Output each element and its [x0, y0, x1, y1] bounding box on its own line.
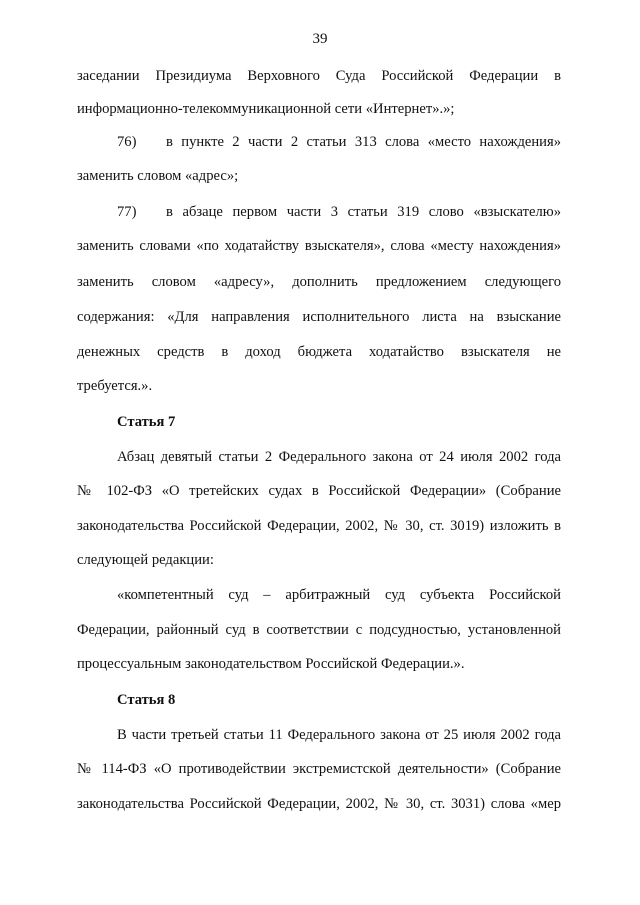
text-line: содержания: «Для направления исполнительного листа на взыскание: [77, 309, 561, 325]
text-line: заменить словом «адресу», дополнить предложением следующего: [77, 274, 561, 290]
text-line: «компетентный суд – арбитражный суд субъекта Российской: [117, 587, 561, 603]
text-line: заменить словом «адрес»;: [77, 168, 239, 184]
text-line: в абзаце первом части 3 статьи 319 слово «взыскателю»: [166, 204, 561, 220]
text-line: заменить словами «по ходатайству взыскателя», слова «месту нахождения»: [77, 238, 561, 254]
text-line: в пункте 2 части 2 статьи 313 слова «место нахождения»: [166, 134, 561, 150]
article-heading: Статья 7: [117, 414, 176, 430]
article-heading: Статья 8: [117, 692, 176, 708]
text-line: В части третьей статьи 11 Федерального закона от 25 июля 2002 года: [117, 727, 561, 743]
text-line: следующей редакции:: [77, 552, 214, 568]
text-line: требуется.».: [77, 378, 153, 394]
page-number: 39: [312, 31, 328, 47]
text-line: процессуальным законодательством Российской Федерации.».: [77, 656, 465, 672]
text-line: информационно-телекоммуникационной сети «Интернет».»;: [77, 101, 455, 117]
text-line: законодательства Российской Федерации, 2002, № 30, ст. 3019) изложить в: [77, 518, 561, 534]
text-line: денежных средств в доход бюджета ходатайство взыскателя не: [77, 344, 561, 360]
text-line: Федерации, районный суд в соответствии с подсудностью, установленной: [77, 622, 561, 638]
item-number: 77): [117, 204, 137, 220]
text-line: Абзац девятый статьи 2 Федерального закона от 24 июля 2002 года: [117, 449, 561, 465]
text-line: законодательства Российской Федерации, 2002, № 30, ст. 3031) слова «мер: [77, 796, 561, 812]
text-line: № 102-ФЗ «О третейских судах в Российской Федерации» (Собрание: [77, 483, 561, 499]
text-line: заседании Президиума Верховного Суда Российской Федерации в: [77, 68, 561, 84]
item-number: 76): [117, 134, 137, 150]
text-line: № 114-ФЗ «О противодействии экстремистской деятельности» (Собрание: [77, 761, 561, 777]
